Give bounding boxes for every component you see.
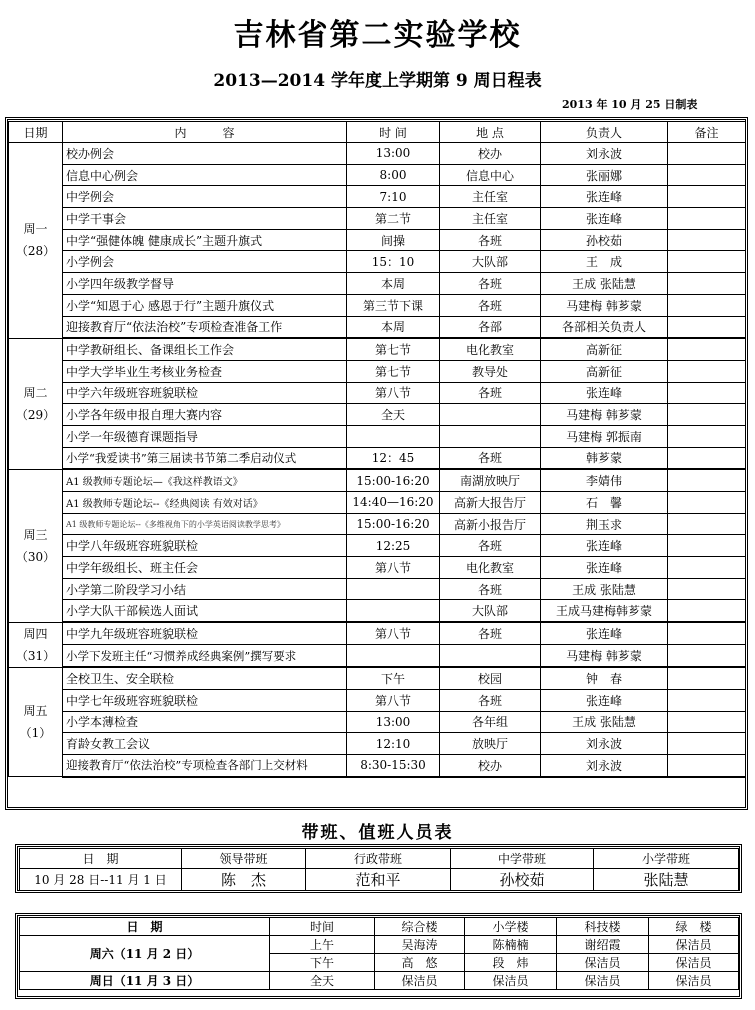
weekend-header-green: 绿 楼 <box>649 918 739 936</box>
cell-content: 校办例会 <box>63 143 347 165</box>
cell-content: 育龄女教工会议 <box>63 733 347 755</box>
day-label: 周二 <box>23 385 48 400</box>
cell-content: 迎接教育厅“依法治校”专项检查准备工作 <box>63 316 347 338</box>
made-date: 2013 年 10 月 25 日制表 <box>562 98 698 111</box>
day-date: （1） <box>19 725 52 740</box>
schedule-row <box>9 578 746 600</box>
cell-place: 主任室 <box>440 208 541 230</box>
cell-remark <box>668 667 746 689</box>
cell-remark <box>668 404 746 426</box>
day-cell <box>9 469 63 622</box>
day-cell <box>9 667 63 776</box>
cell-time <box>347 645 440 668</box>
day-label: 周五 <box>23 703 48 718</box>
schedule-row <box>9 535 746 557</box>
schedule-row <box>9 600 746 622</box>
cell-person: 张连峰 <box>541 689 668 711</box>
cell-remark <box>668 186 746 208</box>
cell-content: 中学八年级班容班貌联检 <box>63 535 347 557</box>
cell-remark <box>668 338 746 360</box>
weekend-sat-pm-primary: 段 炜 <box>465 954 557 972</box>
weekend-sat-am-primary: 陈楠楠 <box>465 936 557 954</box>
cell-remark <box>668 622 746 645</box>
cell-person: 高新征 <box>541 338 668 360</box>
schedule-row <box>9 404 746 426</box>
cell-remark <box>668 360 746 382</box>
cell-remark <box>668 229 746 251</box>
weekend-sat-am-row <box>20 936 739 954</box>
schedule-row <box>9 143 746 165</box>
cell-remark <box>668 578 746 600</box>
schedule-row <box>9 360 746 382</box>
cell-place: 校园 <box>440 667 541 689</box>
cell-time: 8:00 <box>347 164 440 186</box>
day-label: 周一 <box>23 222 48 237</box>
day-cell <box>9 622 63 667</box>
weekend-sat-am-tech: 谢绍霞 <box>557 936 649 954</box>
schedule-row <box>9 208 746 230</box>
weekend-sun-main: 保洁员 <box>375 972 465 990</box>
cell-person: 王成马建梅韩芗蒙 <box>541 600 668 622</box>
weekend-header-time: 时间 <box>270 918 375 936</box>
cell-time: 第七节 <box>347 338 440 360</box>
schedule-row <box>9 186 746 208</box>
cell-remark <box>668 557 746 579</box>
schedule-row <box>9 513 746 535</box>
cell-place <box>440 425 541 447</box>
schedule-row <box>9 667 746 689</box>
cell-time: 第八节 <box>347 557 440 579</box>
cell-remark <box>668 645 746 668</box>
cell-time: 第七节 <box>347 360 440 382</box>
cell-content: 小学例会 <box>63 251 347 273</box>
cell-place: 放映厅 <box>440 733 541 755</box>
duty-primary: 张陆慧 <box>594 869 739 891</box>
duty-header-date: 日 期 <box>20 849 182 869</box>
duty-header-leader: 领导带班 <box>182 849 306 869</box>
duty-header-admin: 行政带班 <box>306 849 451 869</box>
schedule-row <box>9 754 746 776</box>
cell-content: 小学“我爱读书”第三届读书节第二季启动仪式 <box>63 447 347 469</box>
duty-header-middle: 中学带班 <box>451 849 594 869</box>
cell-person: 张连峰 <box>541 557 668 579</box>
weekend-sat-pm-green: 保洁员 <box>649 954 739 972</box>
cell-person: 张连峰 <box>541 382 668 404</box>
cell-time: 8:30-15:30 <box>347 754 440 776</box>
cell-place: 各班 <box>440 535 541 557</box>
day-cell <box>9 143 63 339</box>
cell-place: 各年组 <box>440 711 541 733</box>
cell-time: 7:10 <box>347 186 440 208</box>
cell-time: 15：10 <box>347 251 440 273</box>
cell-time: 14:40—16:20 <box>347 492 440 514</box>
cell-place <box>440 404 541 426</box>
cell-content: 中学教研组长、备课组长工作会 <box>63 338 347 360</box>
weekend-sat-label: 周六（11 月 2 日） <box>20 936 270 972</box>
duty-leader: 陈 杰 <box>182 869 306 891</box>
header-remark: 备注 <box>668 122 746 143</box>
cell-place: 校办 <box>440 143 541 165</box>
cell-content: 小学大队干部候选人面试 <box>63 600 347 622</box>
cell-time: 第八节 <box>347 622 440 645</box>
header-time: 时 间 <box>347 122 440 143</box>
cell-person: 钟 春 <box>541 667 668 689</box>
cell-time <box>347 425 440 447</box>
cell-person: 刘永波 <box>541 143 668 165</box>
weekend-sun-primary: 保洁员 <box>465 972 557 990</box>
cell-remark <box>668 689 746 711</box>
cell-remark <box>668 492 746 514</box>
cell-place: 电化教室 <box>440 557 541 579</box>
cell-time: 本周 <box>347 273 440 295</box>
cell-remark <box>668 316 746 338</box>
duty-table <box>19 848 739 891</box>
cell-person: 张连峰 <box>541 622 668 645</box>
cell-content: 小学各年级申报自理大赛内容 <box>63 404 347 426</box>
cell-remark <box>668 164 746 186</box>
cell-time <box>347 578 440 600</box>
schedule-row <box>9 622 746 645</box>
page-title: 吉林省第二实验学校 <box>233 18 522 53</box>
cell-person: 马建梅 韩芗蒙 <box>541 404 668 426</box>
schedule-row <box>9 689 746 711</box>
cell-person: 各部相关负责人 <box>541 316 668 338</box>
schedule-row <box>9 557 746 579</box>
page-subtitle: 2013—2014 学年度上学期第 9 周日程表 <box>213 71 542 91</box>
cell-content: 小学下发班主任“习惯养成经典案例”撰写要求 <box>63 645 347 668</box>
cell-content: A1 级教师专题论坛—《我这样教语文》 <box>63 469 347 491</box>
cell-time: 第二节 <box>347 208 440 230</box>
cell-person: 王 成 <box>541 251 668 273</box>
schedule-table <box>8 121 746 778</box>
cell-place: 电化教室 <box>440 338 541 360</box>
day-label: 周四 <box>23 626 48 641</box>
schedule-header-row <box>9 122 746 143</box>
cell-person: 荆玉求 <box>541 513 668 535</box>
cell-time: 13:00 <box>347 143 440 165</box>
cell-place: 各部 <box>440 316 541 338</box>
day-date: （28） <box>15 244 56 259</box>
cell-place: 南湖放映厅 <box>440 469 541 491</box>
schedule-row <box>9 294 746 316</box>
cell-place: 各班 <box>440 273 541 295</box>
cell-person: 张连峰 <box>541 208 668 230</box>
cell-time: 第八节 <box>347 382 440 404</box>
duty-row <box>20 869 739 891</box>
day-date: （31） <box>15 648 56 663</box>
duty-middle: 孙校茹 <box>451 869 594 891</box>
cell-time: 13:00 <box>347 711 440 733</box>
cell-person: 高新征 <box>541 360 668 382</box>
schedule-row <box>9 645 746 668</box>
weekend-header-primary: 小学楼 <box>465 918 557 936</box>
cell-content: 小学第二阶段学习小结 <box>63 578 347 600</box>
cell-person: 李婧伟 <box>541 469 668 491</box>
cell-place: 各班 <box>440 447 541 469</box>
cell-person: 张连峰 <box>541 186 668 208</box>
cell-remark <box>668 733 746 755</box>
schedule-row <box>9 316 746 338</box>
schedule-row <box>9 425 746 447</box>
cell-content: 小学“知恩于心 感恩于行”主题升旗仪式 <box>63 294 347 316</box>
day-cell <box>9 338 63 469</box>
cell-remark <box>668 273 746 295</box>
day-date: （29） <box>15 407 56 422</box>
cell-place: 各班 <box>440 689 541 711</box>
weekend-sat-am-main: 吴海涛 <box>375 936 465 954</box>
weekend-header-tech: 科技楼 <box>557 918 649 936</box>
cell-time: 15:00-16:20 <box>347 513 440 535</box>
header-content: 内 容 <box>63 122 347 143</box>
cell-remark <box>668 535 746 557</box>
schedule-row <box>9 164 746 186</box>
schedule-row <box>9 229 746 251</box>
cell-place: 信息中心 <box>440 164 541 186</box>
cell-content: 中学“强健体魄 健康成长”主题升旗式 <box>63 229 347 251</box>
duty-date: 10 月 28 日--11 月 1 日 <box>20 869 182 891</box>
cell-person: 王成 张陆慧 <box>541 578 668 600</box>
cell-content: 小学四年级教学督导 <box>63 273 347 295</box>
cell-person: 马建梅 郭振南 <box>541 425 668 447</box>
cell-person: 王成 张陆慧 <box>541 711 668 733</box>
cell-place: 各班 <box>440 294 541 316</box>
cell-person: 石 馨 <box>541 492 668 514</box>
cell-person: 孙校茹 <box>541 229 668 251</box>
cell-remark <box>668 382 746 404</box>
weekend-sat-pm-tech: 保洁员 <box>557 954 649 972</box>
cell-person: 张连峰 <box>541 535 668 557</box>
weekend-sun-row <box>20 972 739 990</box>
weekend-sat-pm-main: 高 悠 <box>375 954 465 972</box>
weekend-header-date: 日 期 <box>20 918 270 936</box>
cell-time: 下午 <box>347 667 440 689</box>
cell-time: 12:10 <box>347 733 440 755</box>
cell-remark <box>668 447 746 469</box>
cell-content: 小学一年级德育课题指导 <box>63 425 347 447</box>
cell-content: 全校卫生、安全联检 <box>63 667 347 689</box>
schedule-row <box>9 338 746 360</box>
cell-content: 中学干事会 <box>63 208 347 230</box>
cell-person: 张丽娜 <box>541 164 668 186</box>
cell-time: 间操 <box>347 229 440 251</box>
cell-time: 12：45 <box>347 447 440 469</box>
cell-content: A1 级教师专题论坛--《经典阅读 有效对话》 <box>63 492 347 514</box>
cell-content: A1 级教师专题论坛--《多维视角下的小学英语阅读教学思考》 <box>63 513 347 535</box>
cell-time: 第三节下课 <box>347 294 440 316</box>
schedule-row <box>9 469 746 491</box>
cell-content: 中学六年级班容班貌联检 <box>63 382 347 404</box>
cell-content: 迎接教育厅“依法治校”专项检查各部门上交材料 <box>63 754 347 776</box>
cell-content: 中学大学毕业生考核业务检查 <box>63 360 347 382</box>
cell-place: 各班 <box>440 578 541 600</box>
weekend-sat-pm-time: 下午 <box>270 954 375 972</box>
header-date: 日期 <box>9 122 63 143</box>
cell-place: 教导处 <box>440 360 541 382</box>
cell-content: 中学九年级班容班貌联检 <box>63 622 347 645</box>
schedule-row <box>9 382 746 404</box>
cell-content: 小学本薄检查 <box>63 711 347 733</box>
schedule-row <box>9 492 746 514</box>
weekend-sat-am-time: 上午 <box>270 936 375 954</box>
cell-place: 高新大报告厅 <box>440 492 541 514</box>
cell-person: 王成 张陆慧 <box>541 273 668 295</box>
cell-remark <box>668 294 746 316</box>
day-label: 周三 <box>23 527 48 542</box>
weekend-sun-label: 周日（11 月 3 日） <box>20 972 270 990</box>
cell-content: 中学七年级班容班貌联检 <box>63 689 347 711</box>
cell-place: 各班 <box>440 622 541 645</box>
cell-time <box>347 600 440 622</box>
cell-person: 马建梅 韩芗蒙 <box>541 294 668 316</box>
cell-person: 马建梅 韩芗蒙 <box>541 645 668 668</box>
cell-time: 12:25 <box>347 535 440 557</box>
cell-content: 中学年级组长、班主任会 <box>63 557 347 579</box>
weekend-header-row <box>20 918 739 936</box>
weekend-sun-tech: 保洁员 <box>557 972 649 990</box>
cell-remark <box>668 469 746 491</box>
cell-place: 主任室 <box>440 186 541 208</box>
cell-time: 15:00-16:20 <box>347 469 440 491</box>
cell-remark <box>668 425 746 447</box>
day-date: （30） <box>15 549 56 564</box>
cell-remark <box>668 600 746 622</box>
weekend-header-main: 综合楼 <box>375 918 465 936</box>
cell-time: 本周 <box>347 316 440 338</box>
cell-person: 刘永波 <box>541 733 668 755</box>
cell-remark <box>668 754 746 776</box>
cell-time: 第八节 <box>347 689 440 711</box>
schedule-row <box>9 251 746 273</box>
weekend-table <box>19 917 739 990</box>
cell-content: 信息中心例会 <box>63 164 347 186</box>
cell-remark <box>668 143 746 165</box>
weekend-sun-time: 全天 <box>270 972 375 990</box>
cell-place <box>440 645 541 668</box>
duty-admin: 范和平 <box>306 869 451 891</box>
cell-place: 大队部 <box>440 600 541 622</box>
cell-remark <box>668 711 746 733</box>
schedule-row <box>9 447 746 469</box>
cell-person: 刘永波 <box>541 754 668 776</box>
weekend-sun-green: 保洁员 <box>649 972 739 990</box>
header-place: 地 点 <box>440 122 541 143</box>
cell-place: 各班 <box>440 382 541 404</box>
cell-place: 大队部 <box>440 251 541 273</box>
cell-remark <box>668 513 746 535</box>
duty-header-row <box>20 849 739 869</box>
duty-header-primary: 小学带班 <box>594 849 739 869</box>
cell-place: 高新小报告厅 <box>440 513 541 535</box>
duty-heading: 带班、值班人员表 <box>301 823 454 843</box>
header-person: 负责人 <box>541 122 668 143</box>
cell-content: 中学例会 <box>63 186 347 208</box>
cell-remark <box>668 251 746 273</box>
cell-person: 韩芗蒙 <box>541 447 668 469</box>
cell-time: 全天 <box>347 404 440 426</box>
schedule-row <box>9 273 746 295</box>
schedule-row <box>9 733 746 755</box>
weekend-sat-am-green: 保洁员 <box>649 936 739 954</box>
cell-place: 校办 <box>440 754 541 776</box>
cell-place: 各班 <box>440 229 541 251</box>
schedule-row <box>9 711 746 733</box>
cell-remark <box>668 208 746 230</box>
